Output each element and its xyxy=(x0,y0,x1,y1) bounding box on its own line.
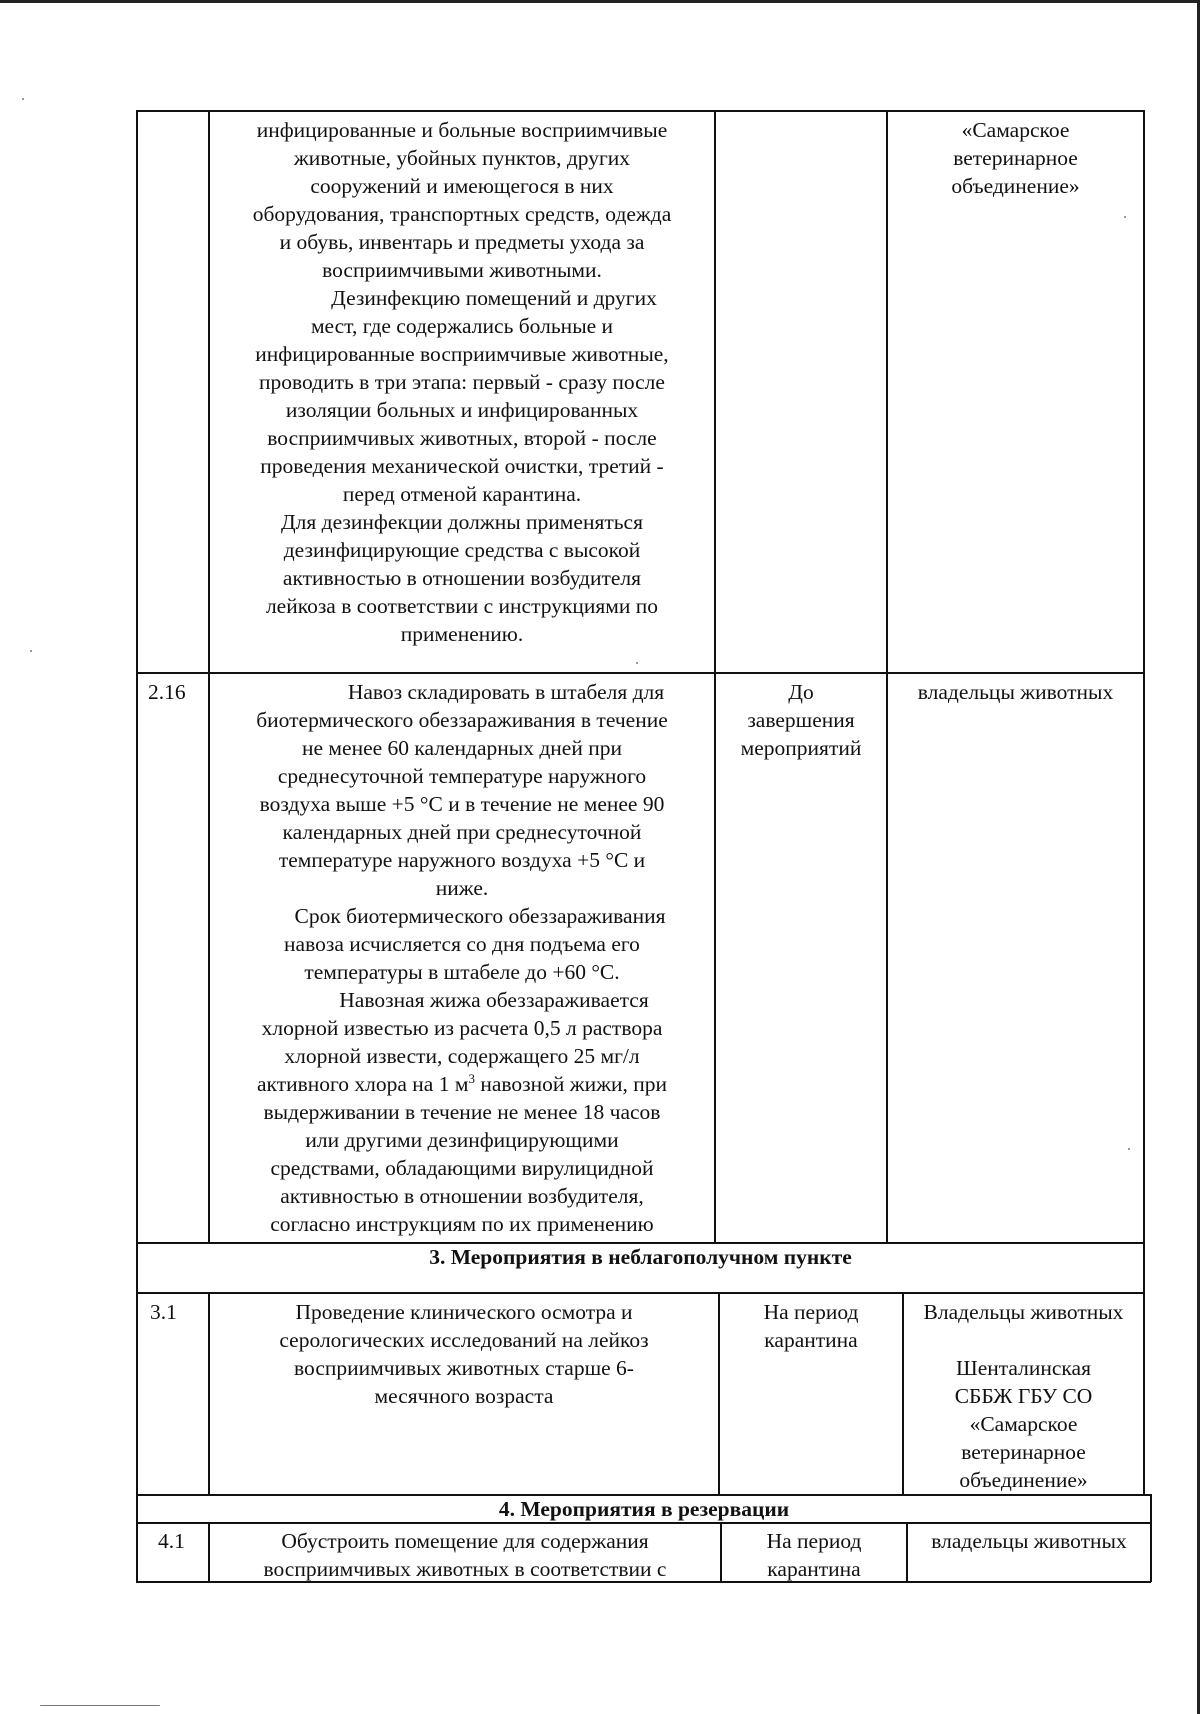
row-41-number: 4.1 xyxy=(158,1529,185,1553)
row-31-term: На период карантина xyxy=(763,1300,859,1352)
table-border-right-lower xyxy=(1150,1494,1152,1582)
col-sep-2-upper xyxy=(714,110,716,1243)
scan-speck xyxy=(40,1705,160,1706)
scan-speck xyxy=(1124,216,1126,218)
cont-text: инфицированные и больные восприимчивые животные, убойных пунктов, других сооружений и имеющегося в них оборудования, транспортных средств, одежда и обувь, инвентарь и предметы ухода за восприимчивыми животными. Дезинфекцию помещений и других мест, где содержались больные и инфицированные восприимчивые животные, проводить в три этапа: первый - сразу после изоляции больных и инфицированных восприимчивых животных, второй - после проведения механической очистки, третий - перед отменой карантина. Для дезинфекции должны применяться дезинфицирующие средства с высокой активностью в отношении возбудителя лейкоза в соответствии с инструкциями по применению. xyxy=(252,118,672,646)
row-31-responsible: Владельцы животных Шенталинская СББЖ ГБУ СО «Самарское ветеринарное объединение» xyxy=(923,1300,1124,1492)
scan-border-top xyxy=(0,0,1200,3)
row-31-number: 3.1 xyxy=(150,1300,177,1324)
table-border-right-upper xyxy=(1143,110,1145,1495)
table-border-top xyxy=(136,110,1144,112)
row-sep-sec3-31 xyxy=(136,1292,1144,1294)
row-41-text: Обустроить помещение для содержания восприимчивых животных в соответствии с xyxy=(263,1529,667,1581)
row-41-term: На период карантина xyxy=(766,1529,862,1581)
section-4-title: 4. Мероприятия в резервации xyxy=(498,1497,790,1521)
section-3-title: 3. Мероприятия в неблагополучном пункте xyxy=(429,1245,852,1269)
row-216-line-with-superscript: активного хлора на 1 $м^3$ навозной жижи, при xyxy=(256,1070,668,1096)
row-216-number: 2.16 xyxy=(148,680,186,704)
row-31-text: Проведение клинического осмотра и серологических исследований на лейкоз восприимчивых животных старше 6- месячного возраста xyxy=(279,1300,649,1408)
row-216-responsible: владельцы животных xyxy=(917,680,1114,704)
row-216-term: До завершения мероприятий xyxy=(740,680,862,760)
row-sep-cont-216 xyxy=(136,672,1144,674)
col-sep-3-upper xyxy=(886,110,888,1243)
scan-speck xyxy=(22,98,24,100)
row-41-responsible: владельцы животных xyxy=(931,1529,1127,1553)
row-216-text: Навоз складировать в штабеля для биотермического обеззараживания в течение не менее 60 календарных дней при среднесуточной температуре наружного воздуха выше +5 °С и в течение не менее 90 календарных дней при среднесуточной температуре наружного воздуха +5 °С и ниже. Срок биотермического обеззараживания навоза исчисляется со дня подъема его температуры в штабеле до +60 °С. Навозная жижа обеззараживается хлорной известью из расчета 0,5 л раствора хлорной извести, содержащего 25 мг/л активного хлора на 1 $м^3$ навозной жижи, при выдерживании в течение не менее 18 часов или другими дезинфицирующими средствами, обладающими вирулицидной активностью в отношении возбудителя, согласно инструкциям по их применению xyxy=(210,678,714,1238)
scan-speck xyxy=(636,662,638,664)
scan-speck xyxy=(30,650,32,652)
scan-speck xyxy=(1128,1148,1130,1150)
table-border-left xyxy=(136,110,138,1582)
cont-responsible: «Самарское ветеринарное объединение» xyxy=(951,118,1080,198)
